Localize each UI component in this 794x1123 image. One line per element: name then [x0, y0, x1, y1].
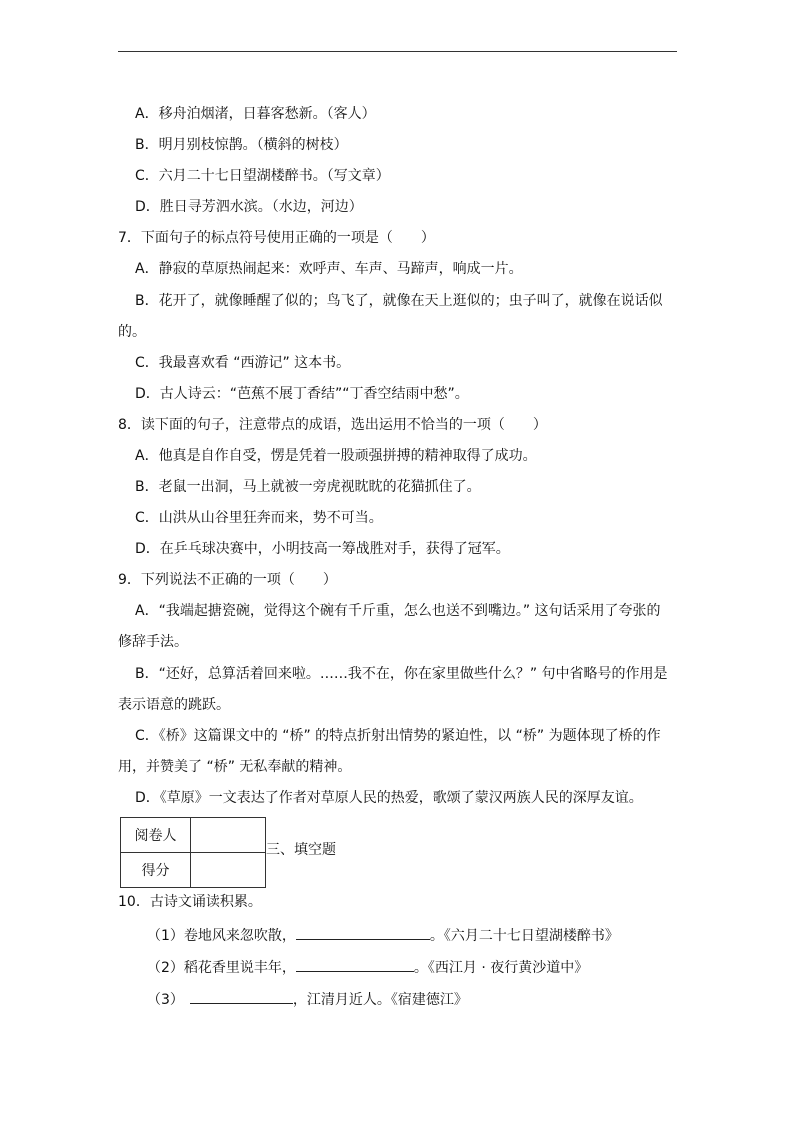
q7-stem: 7．下面句子的标点符号使用正确的一项是（ ）	[118, 230, 435, 246]
answer-blank-2[interactable]	[296, 956, 414, 972]
q9-option-c: C．《桥》这篇课文中的 “桥” 的特点折射出情势的紧迫性，以 “桥” 为题体现了桥的作	[135, 728, 661, 744]
header-rule	[118, 51, 677, 52]
q8-option-a: A．他真是自作自受，愣是凭着一股顽强拼搏的精神取得了成功。	[135, 448, 537, 464]
section-title: 三、填空题	[266, 842, 336, 858]
q9-option-a: A．“我端起搪瓷碗，觉得这个碗有千斤重，怎么也送不到嘴边。” 这句话采用了夸张的	[135, 603, 661, 619]
answer-blank-1[interactable]	[296, 924, 430, 940]
q10-item-2	[147, 956, 588, 978]
q10-item-3	[147, 988, 468, 1010]
q8-stem: 8．读下面的句子，注意带点的成语，选出运用不恰当的一项（ ）	[118, 417, 547, 433]
q7-option-a: A．静寂的草原热闹起来：欢呼声、车声、马蹄声，响成一片。	[135, 261, 523, 277]
q10-item-2-post: 。《西江月 · 夜行黄沙道中》	[413, 960, 589, 976]
q9-option-c-cont: 用，并赞美了 “桥” 无私奉献的精神。	[118, 759, 352, 775]
q7-option-b: B．花开了，就像睡醒了似的；鸟飞了，就像在天上逛似的；虫子叫了，就像在说话似	[135, 293, 663, 309]
q10-item-1-post: 。《六月二十七日望湖楼醉书》	[429, 928, 619, 944]
reviewer-field[interactable]	[191, 818, 266, 853]
q9-option-d: D．《草原》一文表达了作者对草原人民的热爱，歌颂了蒙汉两族人民的深厚友谊。	[135, 790, 643, 806]
score-table	[120, 817, 266, 888]
q6-option-c: C．六月二十七日望湖楼醉书。（写文章）	[135, 168, 390, 184]
score-field[interactable]	[191, 853, 266, 888]
score-label: 得分	[121, 853, 191, 888]
q10-item-3-num: （3）	[147, 992, 184, 1008]
q9-option-a-cont: 修辞手法。	[118, 634, 188, 650]
q10-item-2-pre: 稻花香里说丰年，	[183, 960, 296, 976]
q7-option-c: C．我最喜欢看 “西游记” 这本书。	[135, 355, 351, 371]
q10-item-1-num: （1）	[147, 928, 184, 944]
answer-blank-3[interactable]	[190, 988, 293, 1004]
q8-option-d: D．在乒乓球决赛中，小明技高一筹战胜对手，获得了冠军。	[135, 541, 510, 557]
q10-item-1	[147, 924, 619, 946]
q10-item-1-pre: 卷地风来忽吹散，	[183, 928, 296, 944]
q10-item-3-post: ，江清月近人。《宿建德江》	[292, 992, 468, 1008]
q9-option-b-cont: 表示语意的跳跃。	[118, 697, 230, 713]
q6-option-d: D．胜日寻芳泗水滨。（水边，河边）	[135, 199, 363, 215]
reviewer-label: 阅卷人	[121, 818, 191, 853]
q7-option-b-cont: 的。	[118, 324, 146, 340]
q9-option-b: B．“还好，总算活着回来啦。……我不在，你在家里做些什么？” 句中省略号的作用是	[135, 666, 668, 682]
q6-option-a: A．移舟泊烟渚，日暮客愁新。（客人）	[135, 106, 376, 122]
q10-stem: 10．古诗文诵读积累。	[118, 894, 262, 910]
q6-option-b: B．明月别枝惊鹊。（横斜的树枝）	[135, 137, 348, 153]
q8-option-b: B．老鼠一出洞，马上就被一旁虎视眈眈的花猫抓住了。	[135, 479, 481, 495]
q9-stem: 9．下列说法不正确的一项（ ）	[118, 572, 337, 588]
q10-item-2-num: （2）	[147, 960, 184, 976]
q7-option-d: D．古人诗云：“芭蕉不展丁香结”“丁香空结雨中愁”。	[135, 386, 469, 402]
q8-option-c: C．山洪从山谷里狂奔而来，势不可当。	[135, 510, 383, 526]
